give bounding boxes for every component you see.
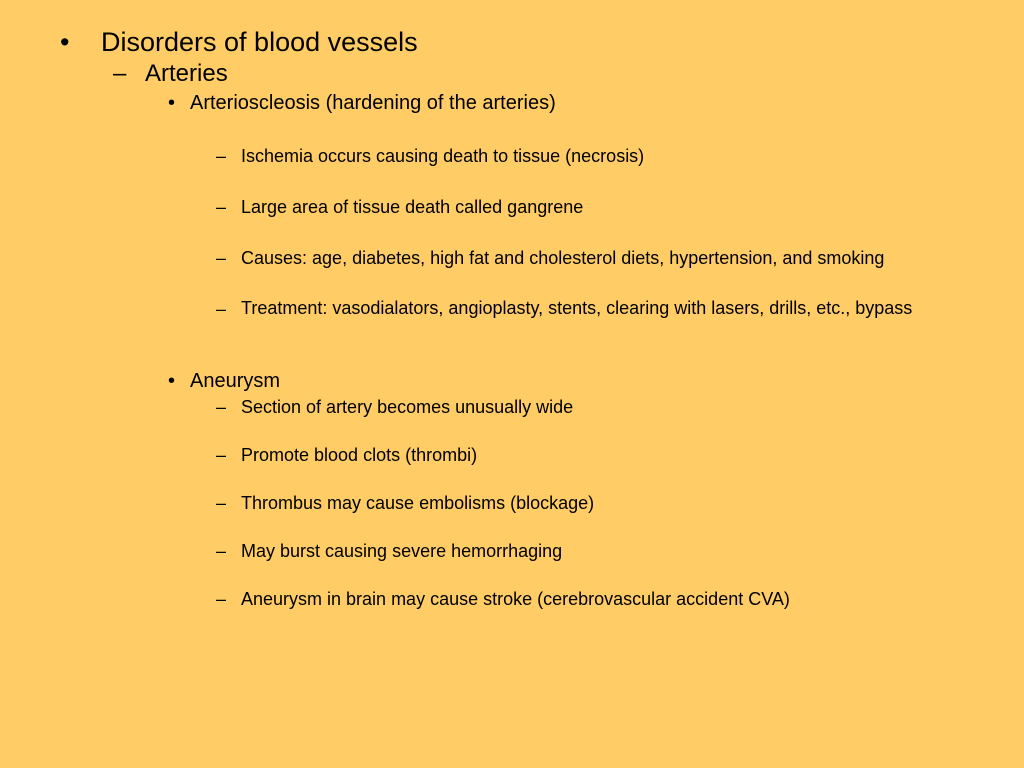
- list-item: Causes: age, diabetes, high fat and cholesterol diets, hypertension, and smoking: [241, 248, 885, 268]
- dash-marker: –: [216, 397, 227, 417]
- bullet-marker: •: [60, 27, 70, 57]
- dash-marker: –: [216, 589, 227, 609]
- dash-marker: –: [216, 541, 227, 561]
- list-item: May burst causing severe hemorrhaging: [241, 541, 563, 561]
- bullet-marker: •: [168, 370, 176, 392]
- list-item: Aneurysm in brain may cause stroke (cerebrovascular accident CVA): [241, 589, 790, 609]
- dash-marker: –: [216, 248, 227, 268]
- bullet-marker: •: [168, 92, 176, 114]
- list-item: Large area of tissue death called gangrene: [241, 197, 584, 217]
- subheading: Arteries: [145, 60, 228, 87]
- dash-marker: –: [216, 197, 227, 217]
- dash-marker: –: [216, 493, 227, 513]
- list-item: Promote blood clots (thrombi): [241, 445, 478, 465]
- section-title-aneurysm: Aneurysm: [190, 370, 281, 392]
- section-title-arteriosclerosis: Arterioscleosis (hardening of the arteries): [190, 92, 556, 114]
- dash-marker: –: [216, 299, 227, 319]
- list-item: Thrombus may cause embolisms (blockage): [241, 493, 595, 513]
- list-item: Section of artery becomes unusually wide: [241, 397, 574, 417]
- dash-marker: –: [113, 60, 127, 87]
- dash-marker: –: [216, 146, 227, 166]
- list-item: Ischemia occurs causing death to tissue (necrosis): [241, 146, 645, 166]
- slide-heading: Disorders of blood vessels: [101, 27, 418, 57]
- dash-marker: –: [216, 445, 227, 465]
- list-item: Treatment: vasodialators, angioplasty, stents, clearing with lasers, drills, etc., bypass: [241, 298, 913, 318]
